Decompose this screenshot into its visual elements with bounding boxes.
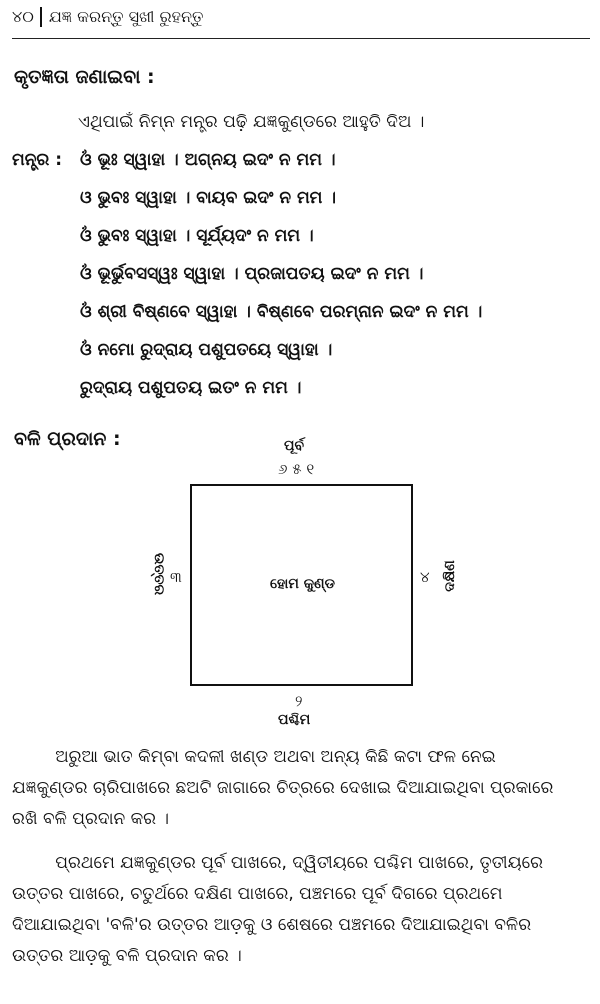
paragraph-line: ଦିଆଯାଇଥିବା 'ବଳି'ର ଉତ୍ତର ଆଡ଼କୁ ଓ ଶେଷରେ ପଞ୍ଚମରେ ଦିଆଯାଇଥିବା ବଳିର	[12, 915, 532, 935]
mantra-line: ଓଁ ଶ୍ରୀ ବିଷ୍ଣବେ ସ୍ୱାହା । ବିଷ୍ଣବେ ପରମ୍ନାନ ଇଦଂ ନ ମମ ।	[80, 302, 483, 322]
paragraph-line: ଉତ୍ତର ପାଖରେ, ଚତୁର୍ଥରେ ଦକ୍ଷିଣ ପାଖରେ, ପଞ୍ଚମରେ ପୂର୍ବ ଦିଗରେ ପ୍ରଥମେ	[12, 884, 503, 904]
diagram-east-numbers: ୬ ୫ ୧	[278, 460, 315, 478]
paragraph-line: ଉତ୍ତର ଆଡ଼କୁ ବଳି ପ୍ରଦାନ କର ।	[12, 946, 242, 966]
diagram-west-label: ପଶ୍ଚିମ	[278, 712, 311, 728]
mantra-line: ଓଁ ଭୂର୍ଭୁବସସ୍ୱଃ ସ୍ୱାହା । ପ୍ରଜାପତୟ ଇଦଂ ନ ମମ ।	[80, 264, 424, 284]
diagram-west-number: ୨	[295, 692, 303, 710]
mantra-line: ଓଁ ନମୋ ରୁଦ୍ରାୟ ପଶୁପତୟେ ସ୍ୱାହା ।	[80, 340, 333, 360]
paragraph-line: ଯଜ୍ଞକୁଣ୍ଡର ଚାରିପାଖରେ ଛଅଟି ଜାଗାରେ ଚିତ୍ରରେ ଦେଖାଇ ଦିଆଯାଇଥିବା ପ୍ରକାରେ	[12, 778, 554, 798]
paragraph-line: ପ୍ରଥମେ ଯଜ୍ଞକୁଣ୍ଡର ପୂର୍ବ ପାଖରେ, ଦ୍ୱିତୀୟରେ ପଶ୍ଚିମ ପାଖରେ, ତୃତୀୟରେ	[12, 853, 544, 873]
body-paragraph-2	[12, 848, 592, 972]
paragraph-line: ଅରୁଆ ଭାତ କିମ୍ବା କଦଳୀ ଖଣ୍ଡ ଅଥବା ଅନ୍ୟ କିଛି କଟା ଫଳ ନେଇ	[12, 747, 496, 767]
mantra-line: ଓଁ ଭୂଃ ସ୍ୱାହା । ଅଗ୍ନୟ ଇଦଂ ନ ମମ ।	[80, 150, 336, 170]
diagram-south-label: ଦକ୍ଷିଣ	[441, 560, 458, 592]
diagram-north-number: ୩	[170, 568, 182, 586]
mantra-line: ରୁଦ୍ରାୟ ପଶୁପତୟ ଇତଂ ନ ମମ ।	[80, 378, 302, 398]
mantra-line: ଓ ଭୁବଃ ସ୍ୱାହା । ବାୟବ ଇଦଂ ନ ମମ ।	[80, 188, 336, 208]
running-title: ଯଜ୍ଞ କରନ୍ତୁ ସୁଖୀ ରୁହନ୍ତୁ	[48, 7, 204, 26]
section-heading-gratitude: କୃତଜ୍ଞତା ଜଣାଇବା :	[14, 66, 155, 88]
body-paragraph-1	[12, 742, 592, 835]
diagram-north-label: ଉତ୍ତର	[151, 552, 168, 596]
page-number: ୪୦	[12, 7, 34, 26]
header-rule	[12, 38, 590, 39]
diagram-center-label: ହୋମ କୁଣ୍ଡ	[270, 576, 336, 592]
diagram-east-label: ପୂର୍ବ	[284, 438, 305, 454]
mantra-line: ଓଁ ଭୁବଃ ସ୍ୱାହା । ସୂର୍ଯ୍ୟଦଂ ନ ମମ ।	[80, 226, 314, 246]
section-heading-offering: ବଳି ପ୍ରଦାନ :	[14, 428, 121, 450]
intro-paragraph: ଏଥିପାଇଁ ନିମ୍ନ ମନ୍ତ୍ର ପଢ଼ି ଯଜ୍ଞକୁଣ୍ଡରେ ଆହୁତି ଦିଅ ।	[78, 112, 425, 132]
mantra-label: ମନ୍ତ୍ର :	[12, 150, 63, 170]
header-divider	[40, 7, 42, 27]
running-header	[12, 6, 203, 28]
diagram-south-number: ୪	[420, 568, 430, 586]
paragraph-line: ରଖି ବଳି ପ୍ରଦାନ କର ।	[12, 809, 170, 829]
